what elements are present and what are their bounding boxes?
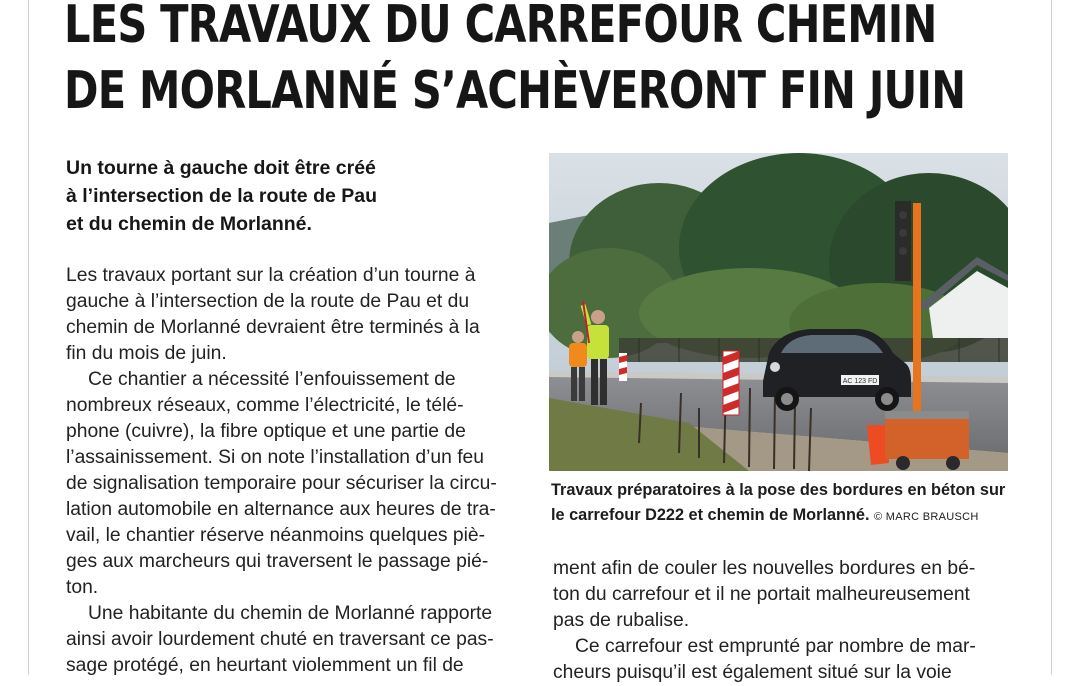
lede-line: et du chemin de Morlanné. — [66, 213, 312, 235]
page-border-right — [1051, 0, 1052, 675]
headline-line-1: LES TRAVAUX DU CARREFOUR CHEMIN — [64, 0, 937, 55]
article-headline — [64, 0, 966, 124]
body-line: ges aux marcheurs qui traversent le passage pié- — [66, 551, 489, 572]
caption-line-2 — [551, 503, 1021, 530]
page-border-left — [28, 0, 29, 675]
body-line: ton. — [66, 577, 99, 598]
body-line: gauche à l’intersection de la route de Pau et du — [66, 291, 470, 312]
body-line: lation automobile en alternance aux heures de tra- — [66, 499, 496, 520]
body-line: pas de rubalise. — [553, 610, 690, 631]
body-line: fin du mois de juin. — [66, 343, 227, 364]
body-line: Les travaux portant sur la création d’un tourne à — [66, 265, 476, 286]
lede-line: Un tourne à gauche doit être créé — [66, 157, 376, 179]
body-line: vail, le chantier réserve néanmoins quelques piè- — [66, 525, 486, 546]
license-plate-text: AC 123 FD — [842, 378, 878, 385]
body-line: Ce chantier a nécessité l’enfouissement de — [88, 369, 456, 390]
caption-line-2-text: le carrefour D222 et chemin de Morlanné. — [551, 506, 870, 524]
article-photo — [549, 153, 1008, 471]
body-line: sage protégé, en heurtant violemment un fil de — [66, 655, 464, 676]
roadworks-photo-illustration — [549, 153, 1008, 471]
body-line: ton du carrefour et il ne portait malheureusement — [553, 584, 970, 605]
lede-line: à l’intersection de la route de Pau — [66, 185, 378, 207]
body-line: de signalisation temporaire pour sécuriser la circu- — [66, 473, 497, 494]
article-body-right-column — [553, 556, 1013, 686]
body-line: l’assainissement. Si on note l’installation d’un feu — [66, 447, 485, 468]
headline-line-2: DE MORLANNÉ S’ACHÈVERONT FIN JUIN — [64, 61, 966, 121]
body-line: nombreux réseaux, comme l’électricité, le télé- — [66, 395, 464, 416]
body-line: Ce carrefour est emprunté par nombre de mar- — [575, 636, 976, 657]
article-body-left-column — [66, 263, 526, 679]
body-line: ainsi avoir lourdement chuté en traversant ce pas- — [66, 629, 494, 650]
article-lede — [66, 154, 486, 238]
body-line: phone (cuivre), la fibre optique et une partie de — [66, 421, 466, 442]
body-line: ment afin de couler les nouvelles bordures en bé- — [553, 558, 976, 579]
photo-caption — [551, 478, 1021, 530]
photo-credit: © MARC BRAUSCH — [874, 511, 979, 523]
body-line: Une habitante du chemin de Morlanné rapporte — [88, 603, 493, 624]
caption-line-1: Travaux préparatoires à la pose des bordures en béton sur — [551, 481, 1006, 499]
body-line: chemin de Morlanné devraient être terminés à la — [66, 317, 480, 338]
body-line: cheurs puisqu’il est également situé sur la voie — [553, 662, 952, 683]
